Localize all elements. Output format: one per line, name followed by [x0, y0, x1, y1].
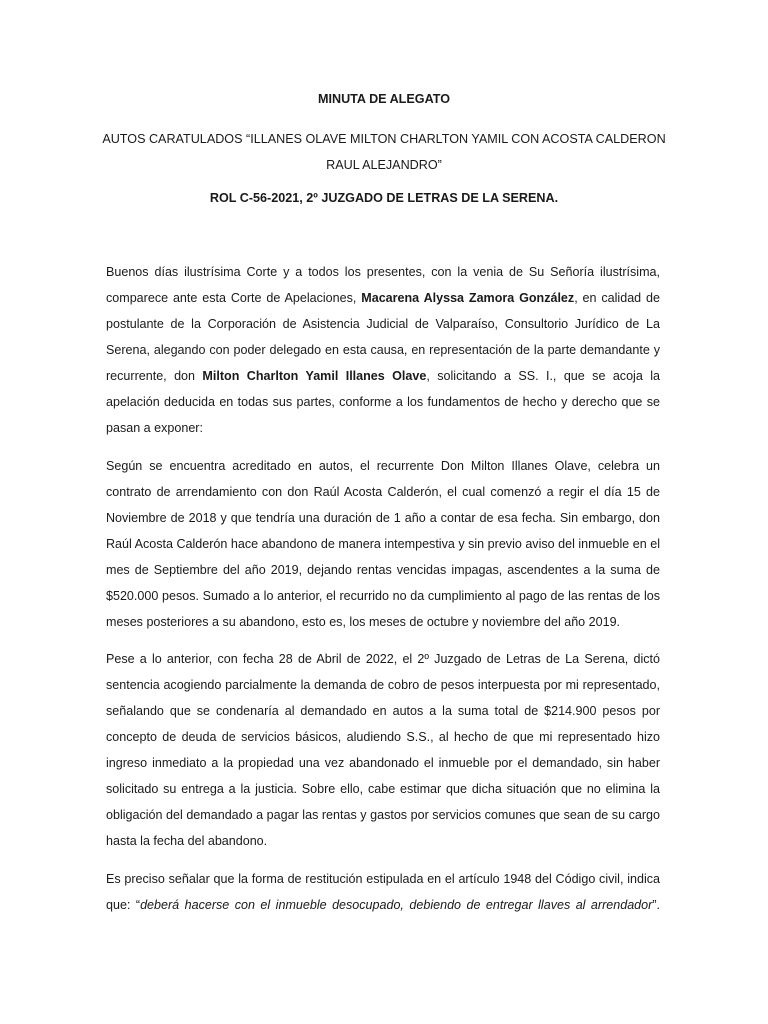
client-name: Milton Charlton Yamil Illanes Olave: [202, 369, 427, 383]
case-rol: ROL C-56-2021, 2º JUZGADO DE LETRAS DE LA SERENA.: [209, 191, 559, 205]
paragraph-text: Buenos días ilustrísima Corte y a todos los presentes, con la venia de Su Señoría ilustrísima, comparece ante esta Corte de Apelaciones,: [106, 265, 660, 305]
paragraph-text: ”.: [652, 897, 660, 912]
paragraph-text: , solicitando a SS. I., que se acoja la apelación deducida en todas sus partes, conforme a los fundamentos de hecho y derecho que se pasan a exponer:: [106, 369, 660, 435]
paragraph-restitution: [106, 866, 660, 918]
paragraph-judgment: Pese a lo anterior, con fecha 28 de Abril de 2022, el 2º Juzgado de Letras de La Serena, dictó sentencia acogiendo parcialmente la demanda de cobro de pesos interpuesta por mi representado, señalando que se condenaría al demandado en autos a la suma total de $214.900 pesos por concepto de deuda de servicios básicos, aludiendo S.S., al hecho de que mi representado hizo ingreso inmediato a la propiedad una vez abandonado el inmueble por el demandado, sin haber solicitado su entrega a la justicia. Sobre ello, cabe estimar que dicha situación que no elimina la obligación del demandado a pagar las rentas y gastos por servicios comunes que sean de su cargo hasta la fecha del abandono.: [106, 652, 660, 848]
paragraph-introduction: [106, 259, 660, 441]
paragraph-facts: Según se encuentra acreditado en autos, el recurrente Don Milton Illanes Olave, celebra un contrato de arrendamiento con don Raúl Acosta Calderón, el cual comenzó a regir el día 15 de Noviembre de 2018 y que tendría una duración de 1 año a contar de esa fecha. Sin embargo, don Raúl Acosta Calderón hace abandono de manera intempestiva y sin previo aviso del inmueble en el mes de Septiembre del año 2019, dejando rentas vencidas impagas, ascendentes a la suma de $520.000 pesos. Sumado a lo anterior, el recurrido no da cumplimiento al pago de las rentas de los meses posteriores a su abandono, esto es, los meses de octubre y noviembre del año 2019.: [106, 458, 660, 629]
paragraph-text: Es preciso señalar que la forma de restitución estipulada en el artículo 1948 del Código civil, indica que: “: [106, 871, 660, 912]
document-title: MINUTA DE ALEGATO: [318, 92, 450, 106]
quoted-article: deberá hacerse con el inmueble desocupado, debiendo de entregar llaves al arrendador: [140, 897, 653, 912]
attorney-name: Macarena Alyssa Zamora González: [361, 291, 575, 305]
document-body: [106, 259, 660, 929]
paragraph-text: , en calidad de postulante de la Corporación de Asistencia Judicial de Valparaíso, Consultorio Jurídico de La Serena, alegando con poder delegado en esta causa, en representación de la parte demandante y recurrente, don: [106, 291, 660, 383]
case-caption: AUTOS CARATULADOS “ILLANES OLAVE MILTON CHARLTON YAMIL CON ACOSTA CALDERON RAUL ALEJANDRO”: [102, 132, 666, 172]
